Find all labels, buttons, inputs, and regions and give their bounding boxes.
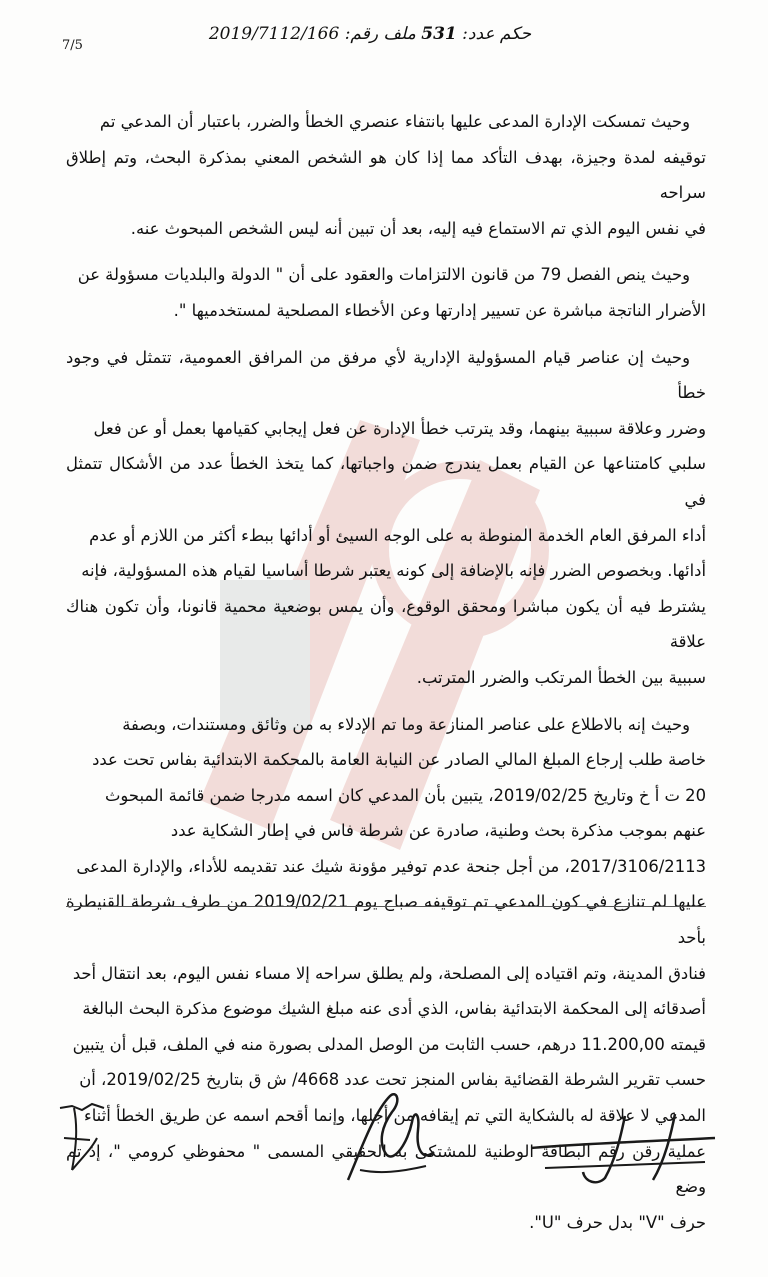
text-line: 20 ت أ خ وتاريخ 2019/02/25، يتبين بأن المدعي كان اسمه مدرجا ضمن قائمة المبحوث [104, 785, 706, 805]
paragraph-liability-elements [66, 340, 706, 696]
paragraph-defendant-argument [66, 104, 706, 246]
text-line: وحيث تمسكت الإدارة المدعى عليها بانتفاء عنصري الخطأ والضرر، باعتبار أن المدعي تم [99, 112, 690, 131]
text-line: وحيث إنه بالاطلاع على عناصر المنازعة وما تم الإدلاء به من وثائق ومستندات، وبصفة [122, 714, 690, 734]
page-fold-line [66, 906, 706, 907]
text-line: المدعي لا علاقة له بالشكاية التي تم إيقافه من أجلها، وإنما أقحم اسمه عن طريق الخطأ أثناء [83, 1106, 706, 1126]
signature-middle [330, 1082, 450, 1192]
text-line: وحيث إن عناصر قيام المسؤولية الإدارية لأي مرفق من المرافق العمومية، تتمثل في وجود خطأ [66, 347, 706, 403]
text-line: خاصة طلب إرجاع المبلغ المالي الصادر عن النيابة العامة بالمحكمة الابتدائية بفاس تحت عدد [92, 750, 706, 770]
text-line: عليها لم تنازع في كون المدعي تم توقيفه صباح يوم 2019/02/21 من طرف شرطة القنيطرة بأحد [66, 892, 706, 948]
file-number: 2019/7112/166 [208, 24, 340, 44]
file-number-label: ملف رقم: [344, 24, 416, 44]
text-line: أدائها. وبخصوص الضرر فإنه بالإضافة إلى كونه يعتبر شرطا أساسيا لقيام هذه المسؤولية، فإنه [81, 561, 706, 581]
text-line: أداء المرفق العام الخدمة المنوطة به على الوجه السيئ أو أدائها ببطء أكثر من اللازم أو عدم [89, 525, 706, 545]
case-header [200, 24, 540, 44]
page-number: 7/5 [62, 38, 83, 53]
case-number: 531 [421, 24, 457, 44]
text-line: وحيث ينص الفصل 79 من قانون الالتزامات والعقود على أن " الدولة والبلديات مسؤولة عن [77, 265, 690, 285]
text-line: 2017/3106/2113، من أجل جنحة عدم توفير مؤونة شيك عند تقديمه للأداء، والإدارة المدعى [76, 856, 706, 876]
judgment-body [66, 104, 706, 1240]
case-number-label: حكم عدد: [462, 24, 532, 44]
signature-left [52, 1098, 122, 1188]
signature-right [525, 1108, 725, 1188]
text-line: أصدقائه إلى المحكمة الابتدائية بفاس، الذي أدى عنه مبلغ الشيك موضوع مذكرة البحث البالغة [82, 999, 706, 1019]
text-line: حسب تقرير الشرطة القضائية بفاس المنجز تحت عدد 4668/ ش ق بتاريخ 2019/02/25، أن [79, 1070, 706, 1090]
text-line: قيمته 11.200,00 درهم، حسب الثابت من الوصل المدلى بصورة منه في الملف، قبل أن يتبين [72, 1034, 706, 1054]
text-line: عملية رقن رقم البطاقة الوطنية للمشتكى به الحقيقي المسمى " محفوظي كرومي "، إذ تم وضع [66, 1141, 706, 1197]
text-line: وضرر وعلاقة سببية بينهما، وقد يترتب خطأ الإدارة عن فعل إيجابي كقيامها بعمل أو عن فعل [93, 418, 706, 438]
text-line: فنادق المدينة، وتم اقتياده إلى المصلحة، ولم يطلق سراحه إلا مساء نفس اليوم، بعد انتقال أحد [72, 963, 706, 983]
text-line: الأضرار الناتجة مباشرة عن تسيير إدارتها وعن الأخطاء المصلحية لمستخدميها ". [173, 300, 706, 320]
text-line: توقيفه لمدة وجيزة، بهدف التأكد مما إذا كان هو الشخص المعني بمذكرة البحث، وتم إطلاق سراحه [66, 147, 706, 203]
text-line: حرف "V" بدل حرف "U". [529, 1212, 706, 1232]
paragraph-legal-article [66, 257, 706, 328]
text-line: يشترط فيه أن يكون مباشرا ومحقق الوقوع، وأن يمس بوضعية محمية قانونا، وأن تكون هناك علاقة [66, 596, 706, 652]
text-line: سلبي كامتناعها عن القيام بعمل يندرج ضمن واجباتها، كما يتخذ الخطأ عدد من الأشكال تتمثل في [66, 454, 706, 509]
text-line: سببية بين الخطأ المرتكب والضرر المترتب. [416, 667, 706, 687]
text-line: في نفس اليوم الذي تم الاستماع فيه إليه، بعد أن تبين أنه ليس الشخص المبحوث عنه. [130, 218, 706, 238]
text-line: عنهم بموجب مذكرة بحث وطنية، صادرة عن شرطة فاس في إطار الشكاية عدد [170, 821, 706, 841]
